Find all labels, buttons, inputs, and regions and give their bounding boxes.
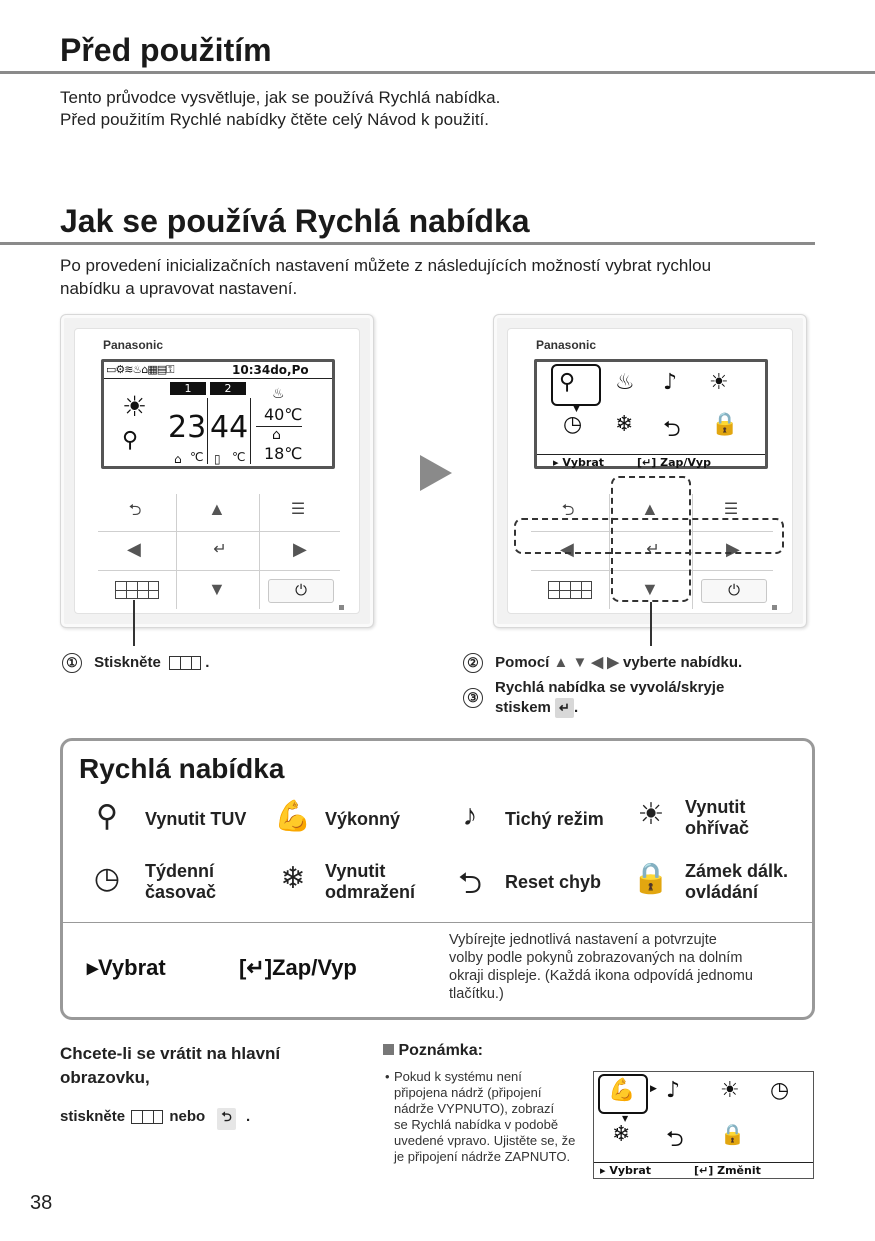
back-key-icon: ⮌ (217, 1108, 235, 1130)
quick-menu-description: Vybírejte jednotlivá nastavení a potvrzujte volby podle pokynů zobrazovaných na dolním okraji displeje. (Každá ikona odpovídá jednomu tlačítku.) (449, 932, 753, 1002)
item-force-defrost: Vynutit odmražení (325, 861, 416, 902)
force-dhw-icon: ⚲ (96, 800, 118, 833)
lcd-no-tank-menu: 💪 ▼ ▶ ♪ ☀ ◷ ❄ ⮌ 🔒 ▸ Vybrat [↵] Změnit (593, 1071, 814, 1179)
note-bullet: • (385, 1069, 390, 1084)
item-force-dhw: Vynutit TUV (145, 809, 247, 829)
force-dhw-icon: ⚲ (559, 370, 576, 395)
outdoor-icon: ⌂ (272, 427, 281, 443)
zone-1-tab: 1 (170, 382, 206, 395)
right-button[interactable]: ▶ (293, 539, 307, 559)
step-2: ② Pomocí ▲ ▼ ◀ ▶ vyberte nabídku. (463, 653, 742, 673)
arrow-keys-icon: ▲ ▼ ◀ ▶ (553, 654, 619, 671)
weekly-timer-icon: ◷ (93, 862, 121, 895)
callout-line-2 (650, 602, 652, 646)
brand-logo: Panasonic (536, 338, 597, 352)
how-line-1: Po provedení inicializačních nastavení můžete z následujících možností vybrat rychlou (60, 256, 712, 275)
sun-icon: ☀ (122, 390, 148, 423)
intro-line-2: Před použitím Rychlé nabídky čtěte celý Návod k použití. (60, 110, 489, 129)
faucet-icon: ⚲ (122, 428, 139, 453)
home-icon: ⌂ (174, 452, 182, 466)
lock-icon: 🔒 (711, 412, 739, 437)
cursor-right-icon: ▶ (650, 1084, 657, 1094)
return-instruction: stiskněte nebo ⮌ . (60, 1108, 250, 1130)
intro-line-1: Tento průvodce vysvětluje, jak se používá Rychlá nabídka. (60, 88, 501, 107)
weekly-timer-icon: ◷ (770, 1078, 790, 1103)
remote-controller-left (60, 314, 374, 628)
zone-2-tab: 2 (210, 382, 246, 395)
page-number: 38 (30, 1192, 53, 1214)
zone-1-temp: 23 (168, 410, 207, 445)
return-heading: Chcete-li se vrátit na hlavní obrazovku, (60, 1044, 281, 1087)
force-heater-icon: ☀ (709, 370, 729, 395)
status-icons-row: ▭⚙≋♨⌂▦▤⚿ (106, 363, 174, 376)
weekly-timer-icon: ◷ (563, 412, 583, 437)
quick-menu-panel (60, 738, 815, 1020)
step-3: ③ Rychlá nabídka se vyvolá/skryje stiskem ↵ . (463, 678, 724, 718)
quiet-icon: ♪ (666, 1078, 681, 1103)
back-button[interactable]: ⮌ (128, 502, 142, 519)
left-button[interactable]: ◀ (560, 539, 574, 559)
tank-faucet-icon: ♨ (272, 386, 285, 402)
title-rule (0, 71, 875, 74)
enter-button[interactable]: ↵ (213, 541, 227, 558)
left-button[interactable]: ◀ (127, 539, 141, 559)
quick-menu-button[interactable] (548, 581, 592, 599)
reset-error-icon: ⮌ (666, 1127, 684, 1152)
how-line-2: nabídku a upravovat nastavení. (60, 279, 298, 298)
zone-2-temp: 44 (210, 410, 249, 445)
tank-icon: ▯ (214, 452, 221, 466)
powerful-icon: ♨ (615, 370, 635, 395)
item-reset-error: Reset chyb (505, 872, 602, 892)
lock-icon: 🔒 (720, 1122, 745, 1146)
quiet-mode-icon: ♪ (462, 799, 478, 832)
arrow-right-icon (420, 455, 452, 491)
force-heater-icon: ☀ (720, 1078, 740, 1103)
horizontal-arrows-highlight (514, 518, 784, 554)
select-legend: ▸Vybrat (87, 955, 166, 980)
item-weekly-timer: Týdenní časovač (145, 861, 217, 902)
down-button[interactable]: ▼ (641, 579, 659, 599)
lcd-quick-menu-screen: ⚲ ▼ ♨ ♪ ☀ ◷ ❄ ⮌ 🔒 ▸ Vybrat [↵] Zap/Vyp (534, 359, 768, 469)
lcd-main-screen: ▭⚙≋♨⌂▦▤⚿ 10:34do,Po 1 2 ☀ ⚲ 23 44 ⌂ ℃ ▯ ℃ ♨ 40℃ ⌂ 18℃ (101, 359, 335, 469)
right-button[interactable]: ▶ (726, 539, 740, 559)
menu-button[interactable]: ☰ (723, 501, 739, 518)
enter-button[interactable]: ↵ (646, 541, 660, 558)
step-1: ① Stiskněte . (62, 653, 209, 673)
force-heater-icon: ☀ (637, 798, 665, 831)
remote-face (74, 328, 360, 614)
item-powerful: Výkonný (325, 809, 401, 829)
section-title-before-use: Před použitím (60, 32, 272, 68)
note-heading: Poznámka: (383, 1042, 483, 1060)
outdoor-temp: 18℃ (264, 444, 303, 463)
quick-menu-title: Rychlá nabídka (79, 753, 285, 784)
back-button[interactable]: ⮌ (561, 502, 575, 519)
title-rule-2 (0, 242, 815, 245)
powerful-icon: 💪 (608, 1078, 636, 1103)
cursor-down-icon: ▼ (622, 1114, 629, 1123)
power-button[interactable]: ⏻ (701, 579, 767, 603)
up-button[interactable]: ▲ (208, 499, 226, 519)
defrost-icon: ❄ (615, 412, 634, 437)
up-button[interactable]: ▲ (641, 499, 659, 519)
tank-temp: 40℃ (264, 405, 303, 424)
section-title-how-to-use: Jak se používá Rychlá nabídka (60, 203, 530, 239)
note-text: Pokud k systému není připojena nádrž (připojení nádrže VYPNUTO), zobrazí se Rychlá nabídka v podobě uvedené vpravo. Ujistěte se, že je připojení nádrže ZAPNUTO. (394, 1069, 576, 1164)
divider (63, 922, 812, 923)
powerful-icon: 💪 (274, 800, 312, 833)
brand-logo: Panasonic (103, 338, 164, 352)
note-square-icon (383, 1044, 394, 1055)
reset-error-icon: ⮌ (663, 417, 681, 442)
defrost-icon: ❄ (280, 862, 306, 895)
lock-icon: 🔒 (632, 862, 670, 895)
quiet-icon: ♪ (663, 370, 678, 395)
quick-menu-key-icon (169, 656, 201, 670)
menu-button[interactable]: ☰ (290, 501, 306, 518)
quick-menu-key-icon (131, 1110, 163, 1124)
quick-menu-button[interactable] (115, 581, 159, 599)
onoff-legend: [↵]Zap/Vyp (239, 955, 357, 980)
item-quiet: Tichý režim (505, 809, 604, 829)
clock-display: 10:34do,Po (232, 363, 309, 377)
defrost-icon: ❄ (612, 1122, 631, 1147)
item-force-heater: Vynutit ohřívač (685, 797, 750, 838)
power-button[interactable]: ⏻ (268, 579, 334, 603)
callout-line-1 (133, 600, 135, 646)
down-button[interactable]: ▼ (208, 579, 226, 599)
cursor-down-icon: ▼ (573, 404, 580, 414)
item-remote-lock: Zámek dálk. ovládání (685, 861, 789, 902)
reset-error-icon: ⮌ (457, 867, 483, 900)
enter-key-icon: ↵ (555, 698, 574, 718)
